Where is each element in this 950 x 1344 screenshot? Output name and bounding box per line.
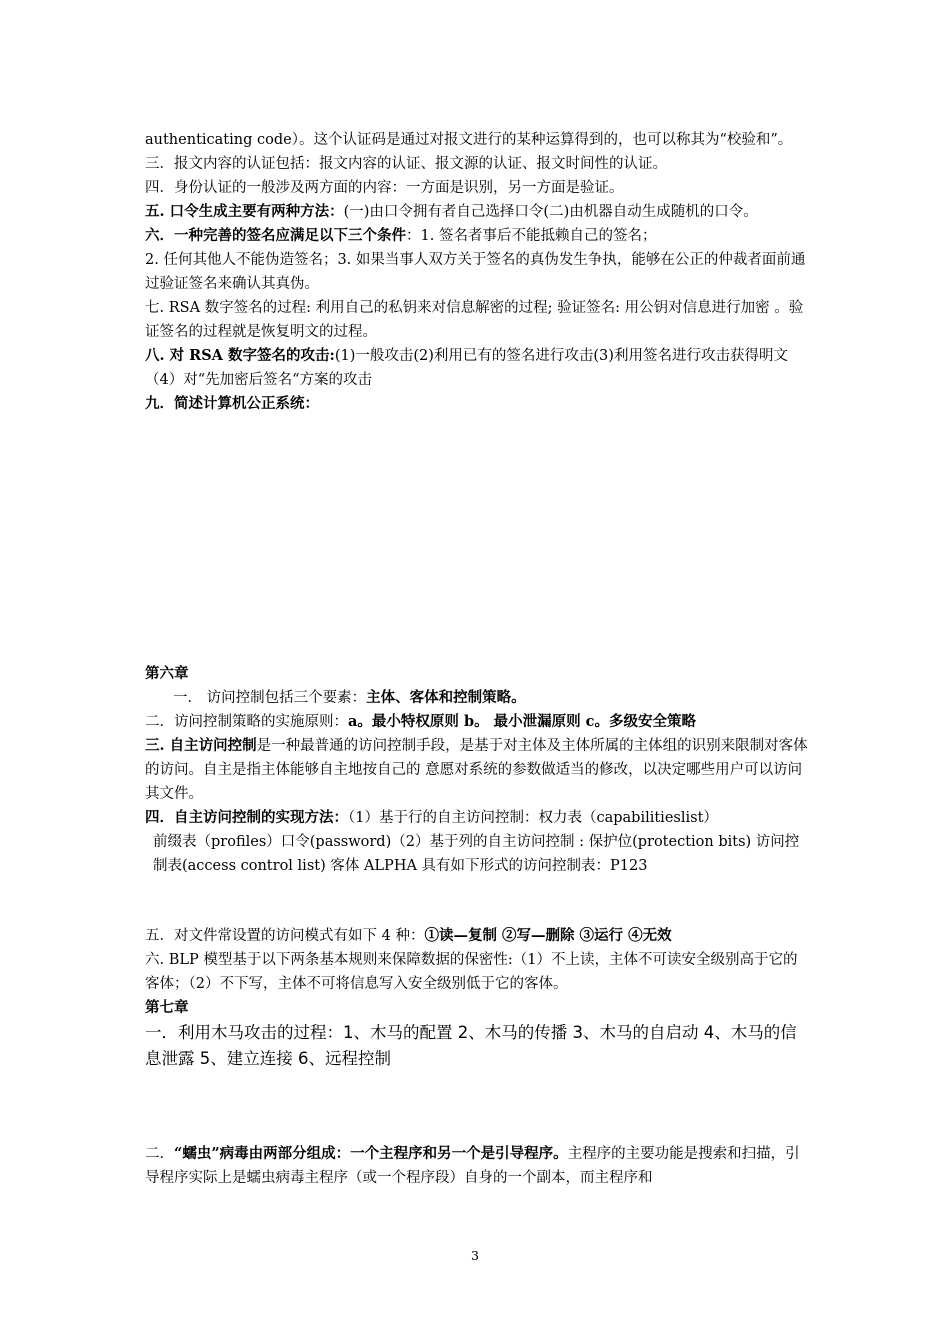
paragraph-access-control-principles: 二．访问控制策略的实施原则：a。最小特权原则 b。 最小泄漏原则 c。多级安全策略	[145, 713, 697, 730]
paragraph-access-modes: 五．对文件常设置的访问模式有如下 4 种：①读—复制 ②写—删除 ③运行 ④无效	[145, 927, 672, 944]
paragraph-mac-definition: authenticating code）。这个认证码是通过对报文进行的某种运算得到的，也可以称其为“校验和”。	[145, 132, 793, 148]
chapter-six-heading: 第六章	[145, 665, 189, 682]
page-number: 3	[471, 1248, 479, 1263]
paragraph-trojan-process: 一．利用木马攻击的过程：1、木马的配置 2、木马的传播 3、木马的自启动 4、木马的信息泄露 5、建立连接 6、远程控制	[145, 1023, 797, 1068]
paragraph-rsa-attacks: 八. 对 RSA 数字签名的攻击:(1)一般攻击(2)利用已有的签名进行攻击(3)利用签名进行攻击获得明文 （4）对“先加密后签名“方案的攻击	[145, 347, 788, 388]
paragraph-heading: 四．自主访问控制的实现方法：	[145, 809, 348, 826]
paragraph-worm-structure: 二．“蠕虫”病毒由两部分组成：一个主程序和另一个是引导程序。主程序的主要功能是搜索和扫描，引导程序实际上是蠕虫病毒主程序（或一个程序段）自身的一个副本，而主程序和	[145, 1145, 800, 1186]
paragraph-heading: 八. 对 RSA 数字签名的攻击:	[145, 347, 335, 364]
page-body	[145, 128, 810, 1190]
blank-space	[145, 878, 810, 924]
paragraph-dac-methods: 四．自主访问控制的实现方法：（1）基于行的自主访问控制：权力表（capabilitieslist）	[145, 809, 718, 826]
paragraph-notary-system	[145, 392, 810, 416]
paragraph-signature-conditions-cont: 2. 任何其他人不能伪造签名；3. 如果当事人双方关于签名的真伪发生争执，能够在公正的仲裁者面前通过验证签名来确认其真伪。	[145, 252, 806, 292]
blank-space	[145, 416, 810, 662]
paragraph-heading: 九．简述计算机公正系统：	[145, 395, 319, 412]
paragraph-dac: 三. 自主访问控制是一种最普通的访问控制手段，是基于对主体及主体所属的主体组的识别来限制对客体的访问。自主是指主体能够自主地按自己的 意愿对系统的参数做适当的修改，以决定哪些用户可以访问其文件。	[145, 737, 808, 802]
paragraph-signature-conditions: 六．一种完善的签名应满足以下三个条件：1. 签名者事后不能抵赖自己的签名；	[145, 227, 657, 244]
paragraph-blp-model: 六. BLP 模型基于以下两条基本规则来保障数据的保密性:（1）不上读，主体不可读安全级别高于它的客体；（2）不下写，主体不可将信息写入安全级别低于它的客体。	[145, 952, 798, 992]
paragraph-heading: 六．一种完善的签名应满足以下三个条件	[145, 227, 406, 244]
blank-space	[145, 1072, 810, 1142]
paragraph-heading: 五. 口令生成主要有两种方法：	[145, 203, 344, 220]
paragraph-access-control-elements: 一． 访问控制包括三个要素：主体、客体和控制策略。	[173, 689, 526, 706]
paragraph-message-content-auth: 三．报文内容的认证包括：报文内容的认证、报文源的认证、报文时间性的认证。	[145, 156, 667, 172]
paragraph-dac-methods-cont: 前缀表（profiles）口令(password)（2）基于列的自主访问控制 : 保护位(protection bits) 访问控制表(access control list) 客体 ALPHA 具有如下形式的访问控制表：P123	[153, 834, 800, 874]
chapter-seven-heading: 第七章	[145, 999, 189, 1016]
paragraph-password-generation: 五. 口令生成主要有两种方法：(一)由口令拥有者自己选择口令(二)由机器自动生成随机的口令。	[145, 203, 758, 220]
paragraph-identity-auth: 四．身份认证的一般涉及两方面的内容：一方面是识别，另一方面是验证。	[145, 180, 624, 196]
paragraph-heading: 三. 自主访问控制	[145, 737, 257, 754]
paragraph-rsa-signature: 七. RSA 数字签名的过程: 利用自己的私钥来对信息解密的过程; 验证签名: 用公钥对信息进行加密 。验证签名的过程就是恢复明文的过程。	[145, 300, 804, 340]
